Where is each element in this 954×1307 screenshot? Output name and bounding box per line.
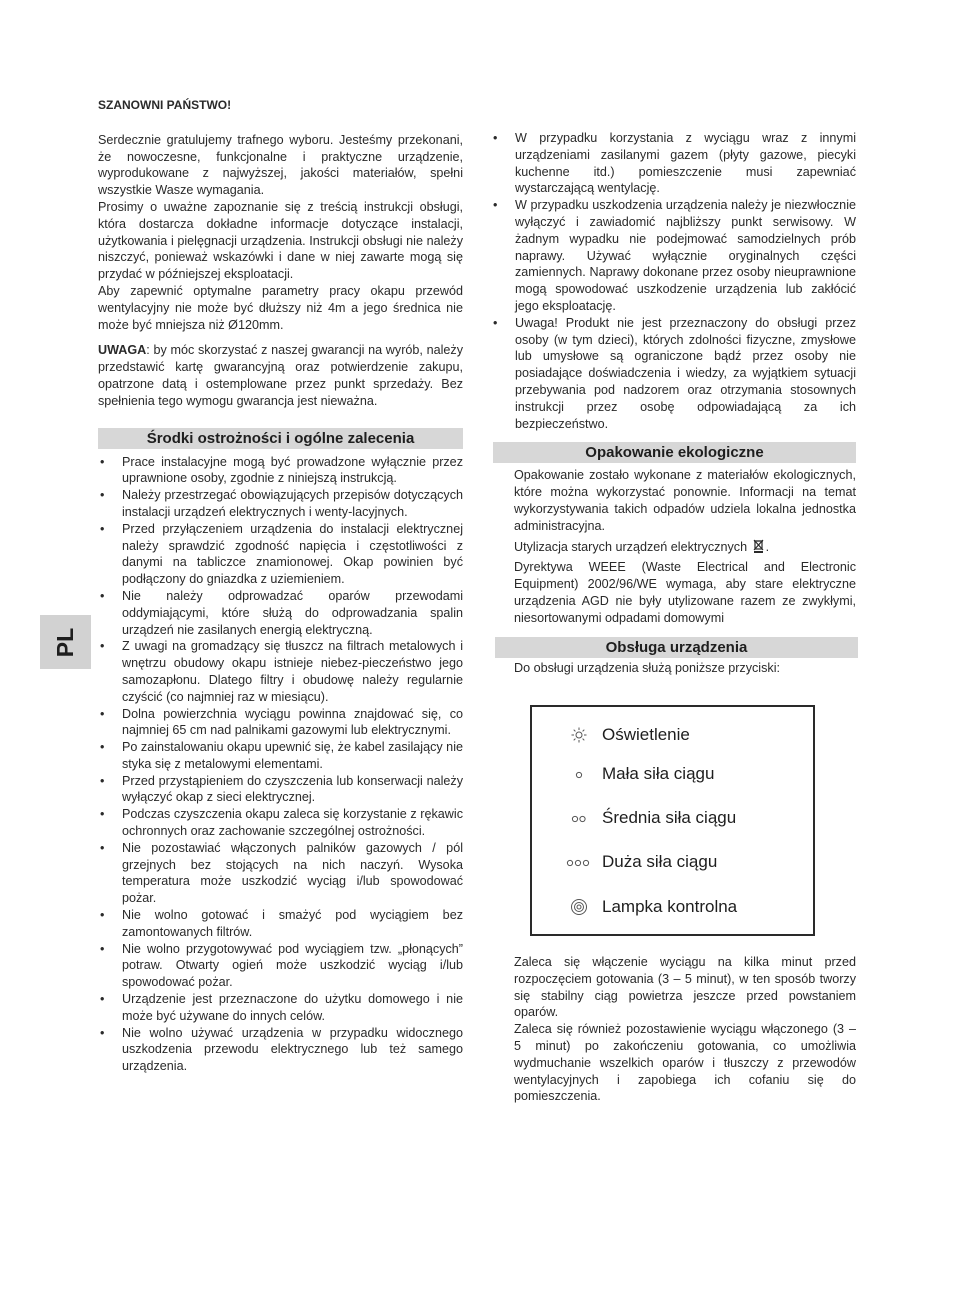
- warning-label: UWAGA: [98, 343, 147, 358]
- control-label: Duża siła ciągu: [602, 852, 718, 871]
- light-icon: [564, 724, 594, 746]
- list-item: • Nie należy odprowadzać oparów przewodami oddymiającymi, które służą do odprowadzania spalin urządzeń nie zasilanych energią elektryczną.: [100, 588, 463, 637]
- speed-low-icon: [564, 763, 594, 785]
- speed-medium-icon: [564, 807, 594, 829]
- control-row-high: [532, 851, 813, 873]
- eco-paragraph-1: Opakowanie zostało wykonane z materiałów ekologicznych, które można wykorzystać ponownie. Informacji na temat wykorzystywania takich odpadów udziela lokalna jednostka administracyjna.: [514, 468, 856, 533]
- safety-list: [98, 454, 463, 1075]
- list-item: • Przed przyłączeniem urządzenia do instalacji elektrycznej należy sprawdzić zgodność napięcia i częstotliwości z danymi na tabliczce znamionowej. Okap powinien być podłączony do gniazdka z uziemieniem.: [100, 521, 463, 587]
- language-tab: [40, 615, 91, 669]
- warning-text: : by móc skorzystać z naszej gwarancji na wyrób, należy przedstawić kartę gwarancyjną oraz potwierdzenie zakupu, opatrzone datą i ostemplowane przez punkt sprzedaży. Bez spełnienia tego wymogu gwarancja jest nieważna.: [98, 343, 463, 408]
- greeting: SZANOWNI PAŃSTWO!: [98, 98, 232, 112]
- speed-high-icon: [564, 851, 594, 873]
- list-item: • Z uwagi na gromadzący się tłuszcz na filtrach metalowych i wnętrzu obudowy okapu istnieje niebez-pieczeństwo jego samozapłonu. Dlatego filtry i obudowę należy regularnie czyścić (co najmniej raz w miesiącu).: [100, 639, 463, 704]
- operation-section-title: Obsługa urządzenia: [495, 637, 858, 658]
- eco-paragraph-2: Utylizacja starych urządzeń elektrycznych .: [514, 539, 770, 554]
- weee-bin-icon: [753, 539, 764, 553]
- left-column: [98, 97, 463, 1075]
- operation-intro: Do obsługi urządzenia służą poniższe przyciski:: [514, 660, 780, 675]
- list-item: • Należy przestrzegać obowiązujących przepisów dotyczących instalacji urządzeń elektrycznych i wenty-lacyjnych.: [100, 488, 463, 519]
- controls-panel: [530, 705, 815, 936]
- intro-paragraph-1: Serdecznie gratulujemy trafnego wyboru. Jesteśmy przekonani, że nowoczesne, funkcjonalne i praktyczne urządzenie, wyprodukowane z najwyższej, jakości materiałów, spełni wszystkie Wasze wymagania.: [98, 132, 463, 198]
- safety-list-continued: [491, 130, 856, 432]
- right-column: [491, 130, 856, 676]
- control-row-low: [532, 763, 813, 785]
- list-item: • Uwaga! Produkt nie jest przeznaczony do obsługi przez osoby (w tym dzieci), których zdolności fizyczne, zmysłowe lub umysłowe są ograniczone bądź przez osoby nie posiadające doświadczenia i wiedzy, za wyjątkiem sytuacji przebywania pod nadzorem oraz otrzymania stosownych instrukcji przez osobę odpowiadającą za ich bezpieczeństwo.: [493, 315, 856, 431]
- operation-paragraph-1: Zaleca się włączenie wyciągu na kilka minut przed rozpoczęciem gotowania (3 – 5 minut), w ten sposób tworzy się stabilny ciąg powietrza jeszcze przed powstaniem oparów.: [514, 955, 856, 1020]
- eco-section: [491, 467, 856, 626]
- eco-section-title: Opakowanie ekologiczne: [493, 442, 856, 463]
- intro-paragraph-3: Aby zapewnić optymalne parametry pracy okapu przewód wentylacyjny nie może być dłuższy niż 4m a jego średnica nie może być mniejsza niż Ø120mm.: [98, 283, 463, 332]
- control-label: Średnia siła ciągu: [602, 808, 737, 827]
- control-label: Lampka kontrolna: [602, 897, 738, 916]
- list-item: • Dolna powierzchnia wyciągu powinna znajdować się, co najmniej 65 cm nad palnikami gazowymi lub elektrycznymi.: [100, 706, 463, 738]
- warning-paragraph: [98, 342, 463, 409]
- list-item: • Prace instalacyjne mogą być prowadzone wyłącznie przez uprawnione osoby, zgodnie z niniejszą instrukcją.: [100, 454, 463, 486]
- operation-paragraph-2: Zaleca się również pozostawienie wyciągu włączonego (3 – 5 minut) po zakończeniu gotowania, co umożliwia wydmuchanie wszelkich oparów i tłuszczy z przewodów wentylacyjnych i zapobiega ich cofaniu się do pomieszczenia.: [514, 1022, 856, 1104]
- intro-paragraph-2: Prosimy o uważne zapoznanie się z treścią instrukcji obsługi, która dostarcza dokładne informacje dotyczące instalacji, użytkowania i pielęgnacji urządzenia. Instrukcji obsługi nie należy niszczyć, ponieważ wskazówki i dane w niej zawarte mogą się przydać w późniejszej eksploatacji.: [98, 199, 463, 282]
- control-row-medium: [532, 807, 813, 829]
- list-item: • Urządzenie jest przeznaczone do użytku domowego i nie może być używane do innych celów.: [100, 992, 463, 1023]
- list-item: • Nie pozostawiać włączonych palników gazowych / pól grzejnych bez stojących na nich naczyń. Wysoka temperatura może uszkodzić wyciąg i/lub spowodować pożar.: [100, 840, 463, 906]
- list-item: • Nie wolno przygotowywać pod wyciągiem tzw. „płonących” potraw. Otwarty ogień może uszkodzić wyciąg i/lub spowodować pożar.: [100, 941, 463, 990]
- list-item: • Nie wolno używać urządzenia w przypadku widocznego uszkodzenia przewodu elektrycznego lub też samego urządzenia.: [100, 1025, 463, 1074]
- language-tab-label: PL: [51, 627, 78, 657]
- list-item: • W przypadku uszkodzenia urządzenia należy je niezwłocznie wyłączyć i zawiadomić najbliższy punkt serwisowy. W żadnym wypadku nie podejmować samodzielnych prób naprawy. Używać wyłącznie oryginalnych części zamiennych. Naprawy dokonane przez osoby nieuprawnione mogą spowodować uszkodzenie urządzenia lub zakłócić jego eksploatację.: [493, 198, 856, 313]
- control-row-lamp: [532, 896, 813, 918]
- safety-section-title: Środki ostrożności i ogólne zalecenia: [98, 428, 463, 449]
- control-label: Oświetlenie: [602, 725, 690, 744]
- list-item: • Po zainstalowaniu okapu upewnić się, że kabel zasilający nie styka się z metalowymi elementami.: [100, 740, 463, 771]
- list-item: • Nie wolno gotować i smażyć pod wyciągiem bez zamontowanych filtrów.: [100, 908, 463, 939]
- operation-notes: [514, 954, 856, 1105]
- control-label: Mała siła ciągu: [602, 764, 715, 783]
- control-row-light: [532, 724, 813, 746]
- indicator-lamp-icon: [564, 896, 594, 918]
- list-item: • Przed przystąpieniem do czyszczenia lub konserwacji należy wyłączyć okap z sieci elektrycznej.: [100, 773, 463, 805]
- eco-paragraph-3: Dyrektywa WEEE (Waste Electrical and Electronic Equipment) 2002/96/WE wymaga, aby stare elektryczne urządzenia AGD nie były utylizowane razem ze zwykłymi, niesortowanymi odpadami domowymi: [514, 560, 856, 625]
- list-item: • W przypadku korzystania z wyciągu wraz z innymi urządzeniami zasilanymi gazem (płyty gazowe, piecyki kuchenne itd.) pomieszczenie musi zapewniać wystarczającą wentylację.: [493, 131, 856, 196]
- list-item: • Podczas czyszczenia okapu zaleca się korzystanie z rękawic ochronnych oraz zachowanie szczególnej ostrożności.: [100, 807, 463, 839]
